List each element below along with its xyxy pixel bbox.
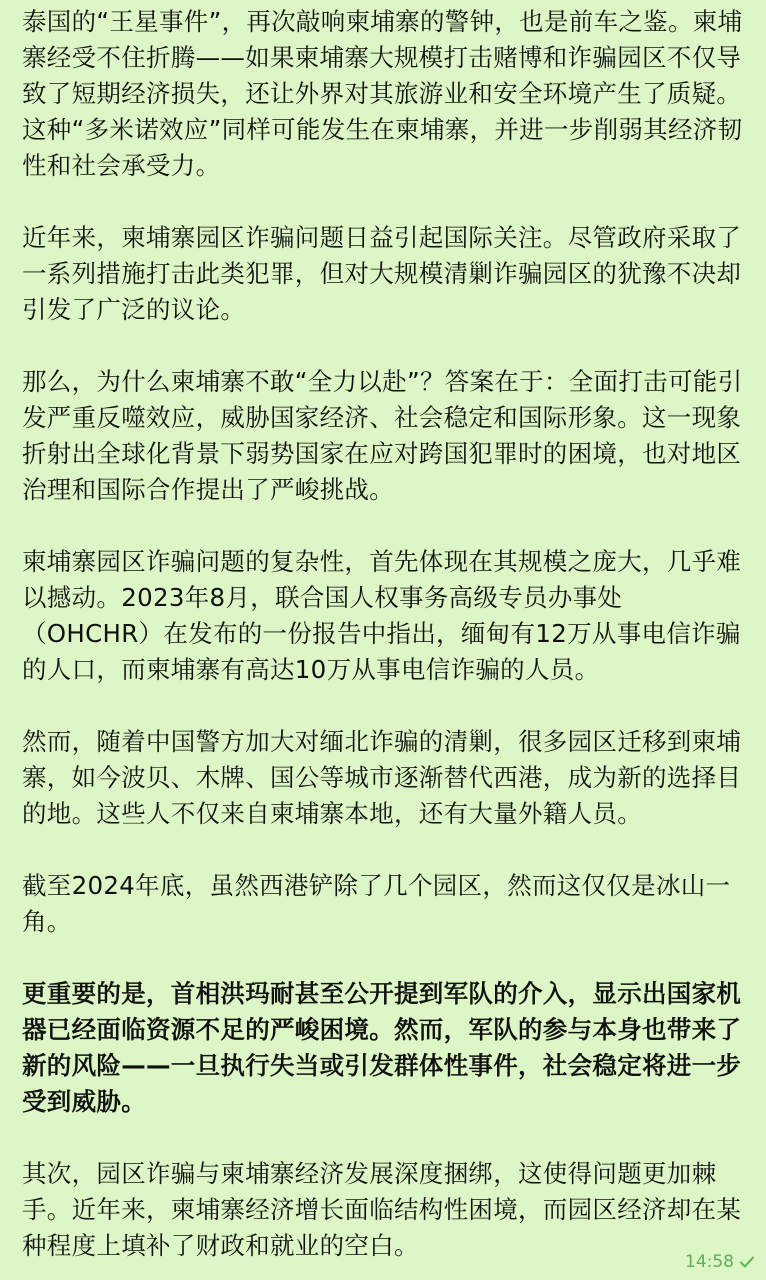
paragraph: 近年来，柬埔寨园区诈骗问题日益引起国际关注。尽管政府采取了一系列措施打击此类犯罪，但对大规模清剿诈骗园区的犹豫不决却引发了广泛的议论。 [22, 223, 742, 324]
paragraph: 柬埔寨园区诈骗问题的复杂性，首先体现在其规模之庞大，几乎难以撼动。2023年8月，联合国人权事务高级专员办事处（OHCHR）在发布的一份报告中指出，缅甸有12万从事电信诈骗的人口，而柬埔寨有高达10万从事电信诈骗的人员。 [22, 547, 742, 684]
message-time: 14:58 [685, 1252, 734, 1272]
paragraph-bold: 更重要的是，首相洪玛耐甚至公开提到军队的介入，显示出国家机器已经面临资源不足的严峻困境。然而，军队的参与本身也带来了新的风险——一旦执行失当或引发群体性事件，社会稳定将进一步受到威胁。 [22, 979, 742, 1116]
message-body [22, 4, 744, 1264]
paragraph: 那么，为什么柬埔寨不敢“全力以赴”？答案在于：全面打击可能引发严重反噬效应，威胁国家经济、社会稳定和国际形象。这一现象折射出全球化背景下弱势国家在应对跨国犯罪时的困境，也对地区治理和国际合作提出了严峻挑战。 [22, 367, 743, 504]
paragraph: 其次，园区诈骗与柬埔寨经济发展深度捆绑，这使得问题更加棘手。近年来，柬埔寨经济增长面临结构性困境，而园区经济却在某种程度上填补了财政和就业的空白。 [22, 1159, 742, 1260]
message-meta [685, 1252, 756, 1272]
single-check-icon [738, 1253, 756, 1271]
paragraph: 然而，随着中国警方加大对缅北诈骗的清剿，很多园区迁移到柬埔寨，如今波贝、木牌、国公等城市逐渐替代西港，成为新的选择目的地。这些人不仅来自柬埔寨本地，还有大量外籍人员。 [22, 727, 742, 828]
paragraph: 截至2024年底，虽然西港铲除了几个园区，然而这仅仅是冰山一角。 [22, 871, 731, 936]
paragraph: 泰国的“王星事件”，再次敲响柬埔寨的警钟，也是前车之鉴。柬埔寨经受不住折腾——如果柬埔寨大规模打击赌博和诈骗园区不仅导致了短期经济损失，还让外界对其旅游业和安全环境产生了质疑。这种“多米诺效应”同样可能发生在柬埔寨，并进一步削弱其经济韧性和社会承受力。 [22, 7, 743, 180]
